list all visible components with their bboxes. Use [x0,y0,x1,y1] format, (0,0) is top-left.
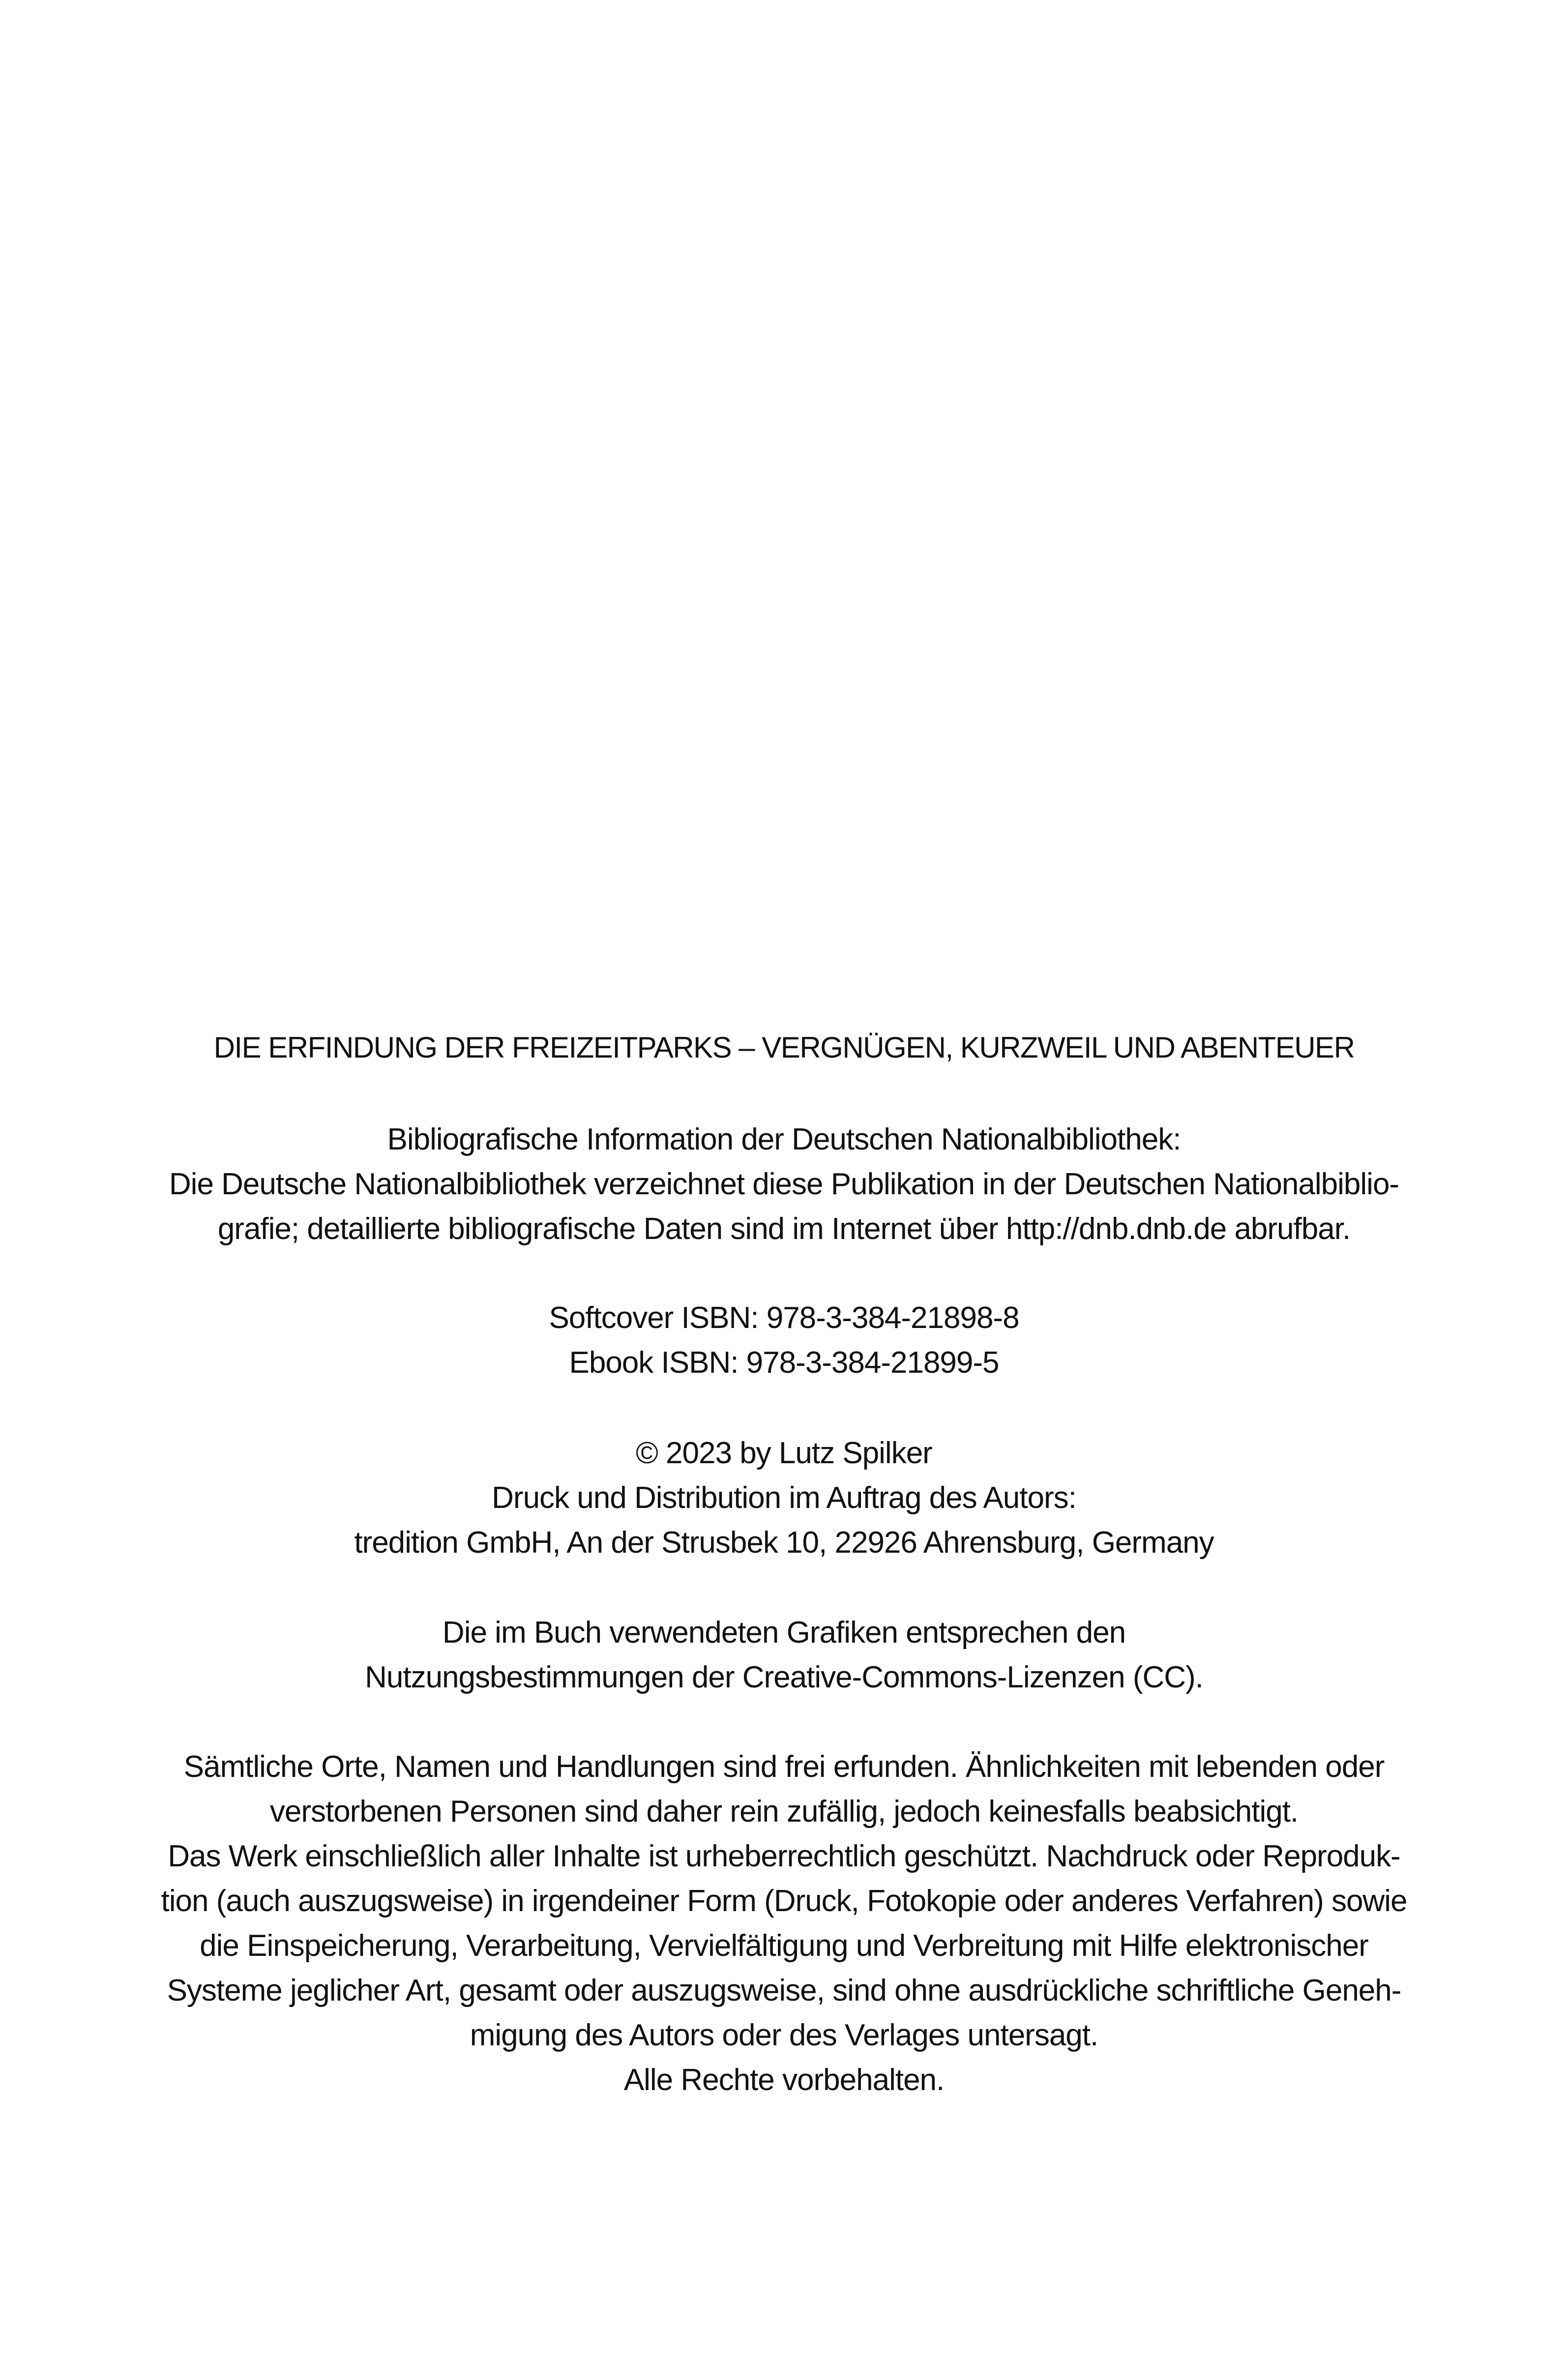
graphics-license-block [0,1610,1568,1700]
legal-line: die Einspeicherung, Verarbeitung, Vervielfältigung und Verbreitung mit Hilfe elektronischer [200,1929,1368,1963]
graphics-license-line: Die im Buch verwendeten Grafiken entsprechen den [442,1616,1126,1650]
softcover-isbn: Softcover ISBN: 978-3-384-21898-8 [549,1301,1019,1335]
bibliographic-info-block [0,1117,1568,1251]
legal-line: tion (auch auszugsweise) in irgendeiner Form (Druck, Fotokopie oder anderes Verfahren) sowie [161,1884,1407,1918]
legal-notice-block [0,1744,1568,2102]
legal-line: Systeme jeglicher Art, gesamt oder auszugsweise, sind ohne ausdrückliche schriftliche Geneh- [167,1974,1401,2007]
legal-line: verstorbenen Personen sind daher rein zufällig, jedoch keinesfalls beabsichtigt. [269,1795,1299,1829]
bibliographic-text-line: Die Deutsche Nationalbibliothek verzeichnet diese Publikation in der Deutschen Nationalbiblio- [169,1167,1399,1201]
legal-line: migung des Autors oder des Verlages untersagt. [470,2018,1098,2052]
copyright-notice: © 2023 by Lutz Spilker [636,1436,932,1470]
bibliographic-text-line: grafie; detaillierte bibliografische Daten sind im Internet über http://dnb.dnb.de abrufbar. [217,1212,1351,1246]
rights-reserved: Alle Rechte vorbehalten. [623,2063,945,2097]
book-title-block [0,1025,1568,1070]
legal-line: Sämtliche Orte, Namen und Handlungen sind frei erfunden. Ähnlichkeiten mit lebenden oder [183,1750,1385,1784]
ebook-isbn: Ebook ISBN: 978-3-384-21899-5 [569,1346,999,1380]
bibliographic-heading: Bibliografische Information der Deutschen Nationalbibliothek: [387,1122,1181,1156]
legal-line: Das Werk einschließlich aller Inhalte ist urheberrechtlich geschützt. Nachdruck oder Reproduk- [168,1839,1400,1873]
isbn-block [0,1296,1568,1385]
distribution-notice: Druck und Distribution im Auftrag des Autors: [492,1481,1076,1515]
graphics-license-line: Nutzungsbestimmungen der Creative-Commons-Lizenzen (CC). [365,1660,1203,1694]
publisher-address: tredition GmbH, An der Strusbek 10, 22926 Ahrensburg, Germany [354,1526,1214,1560]
book-title: DIE ERFINDUNG DER FREIZEITPARKS – VERGNÜGEN, KURZWEIL UND ABENTEUER [213,1031,1355,1064]
publisher-block [0,1431,1568,1565]
